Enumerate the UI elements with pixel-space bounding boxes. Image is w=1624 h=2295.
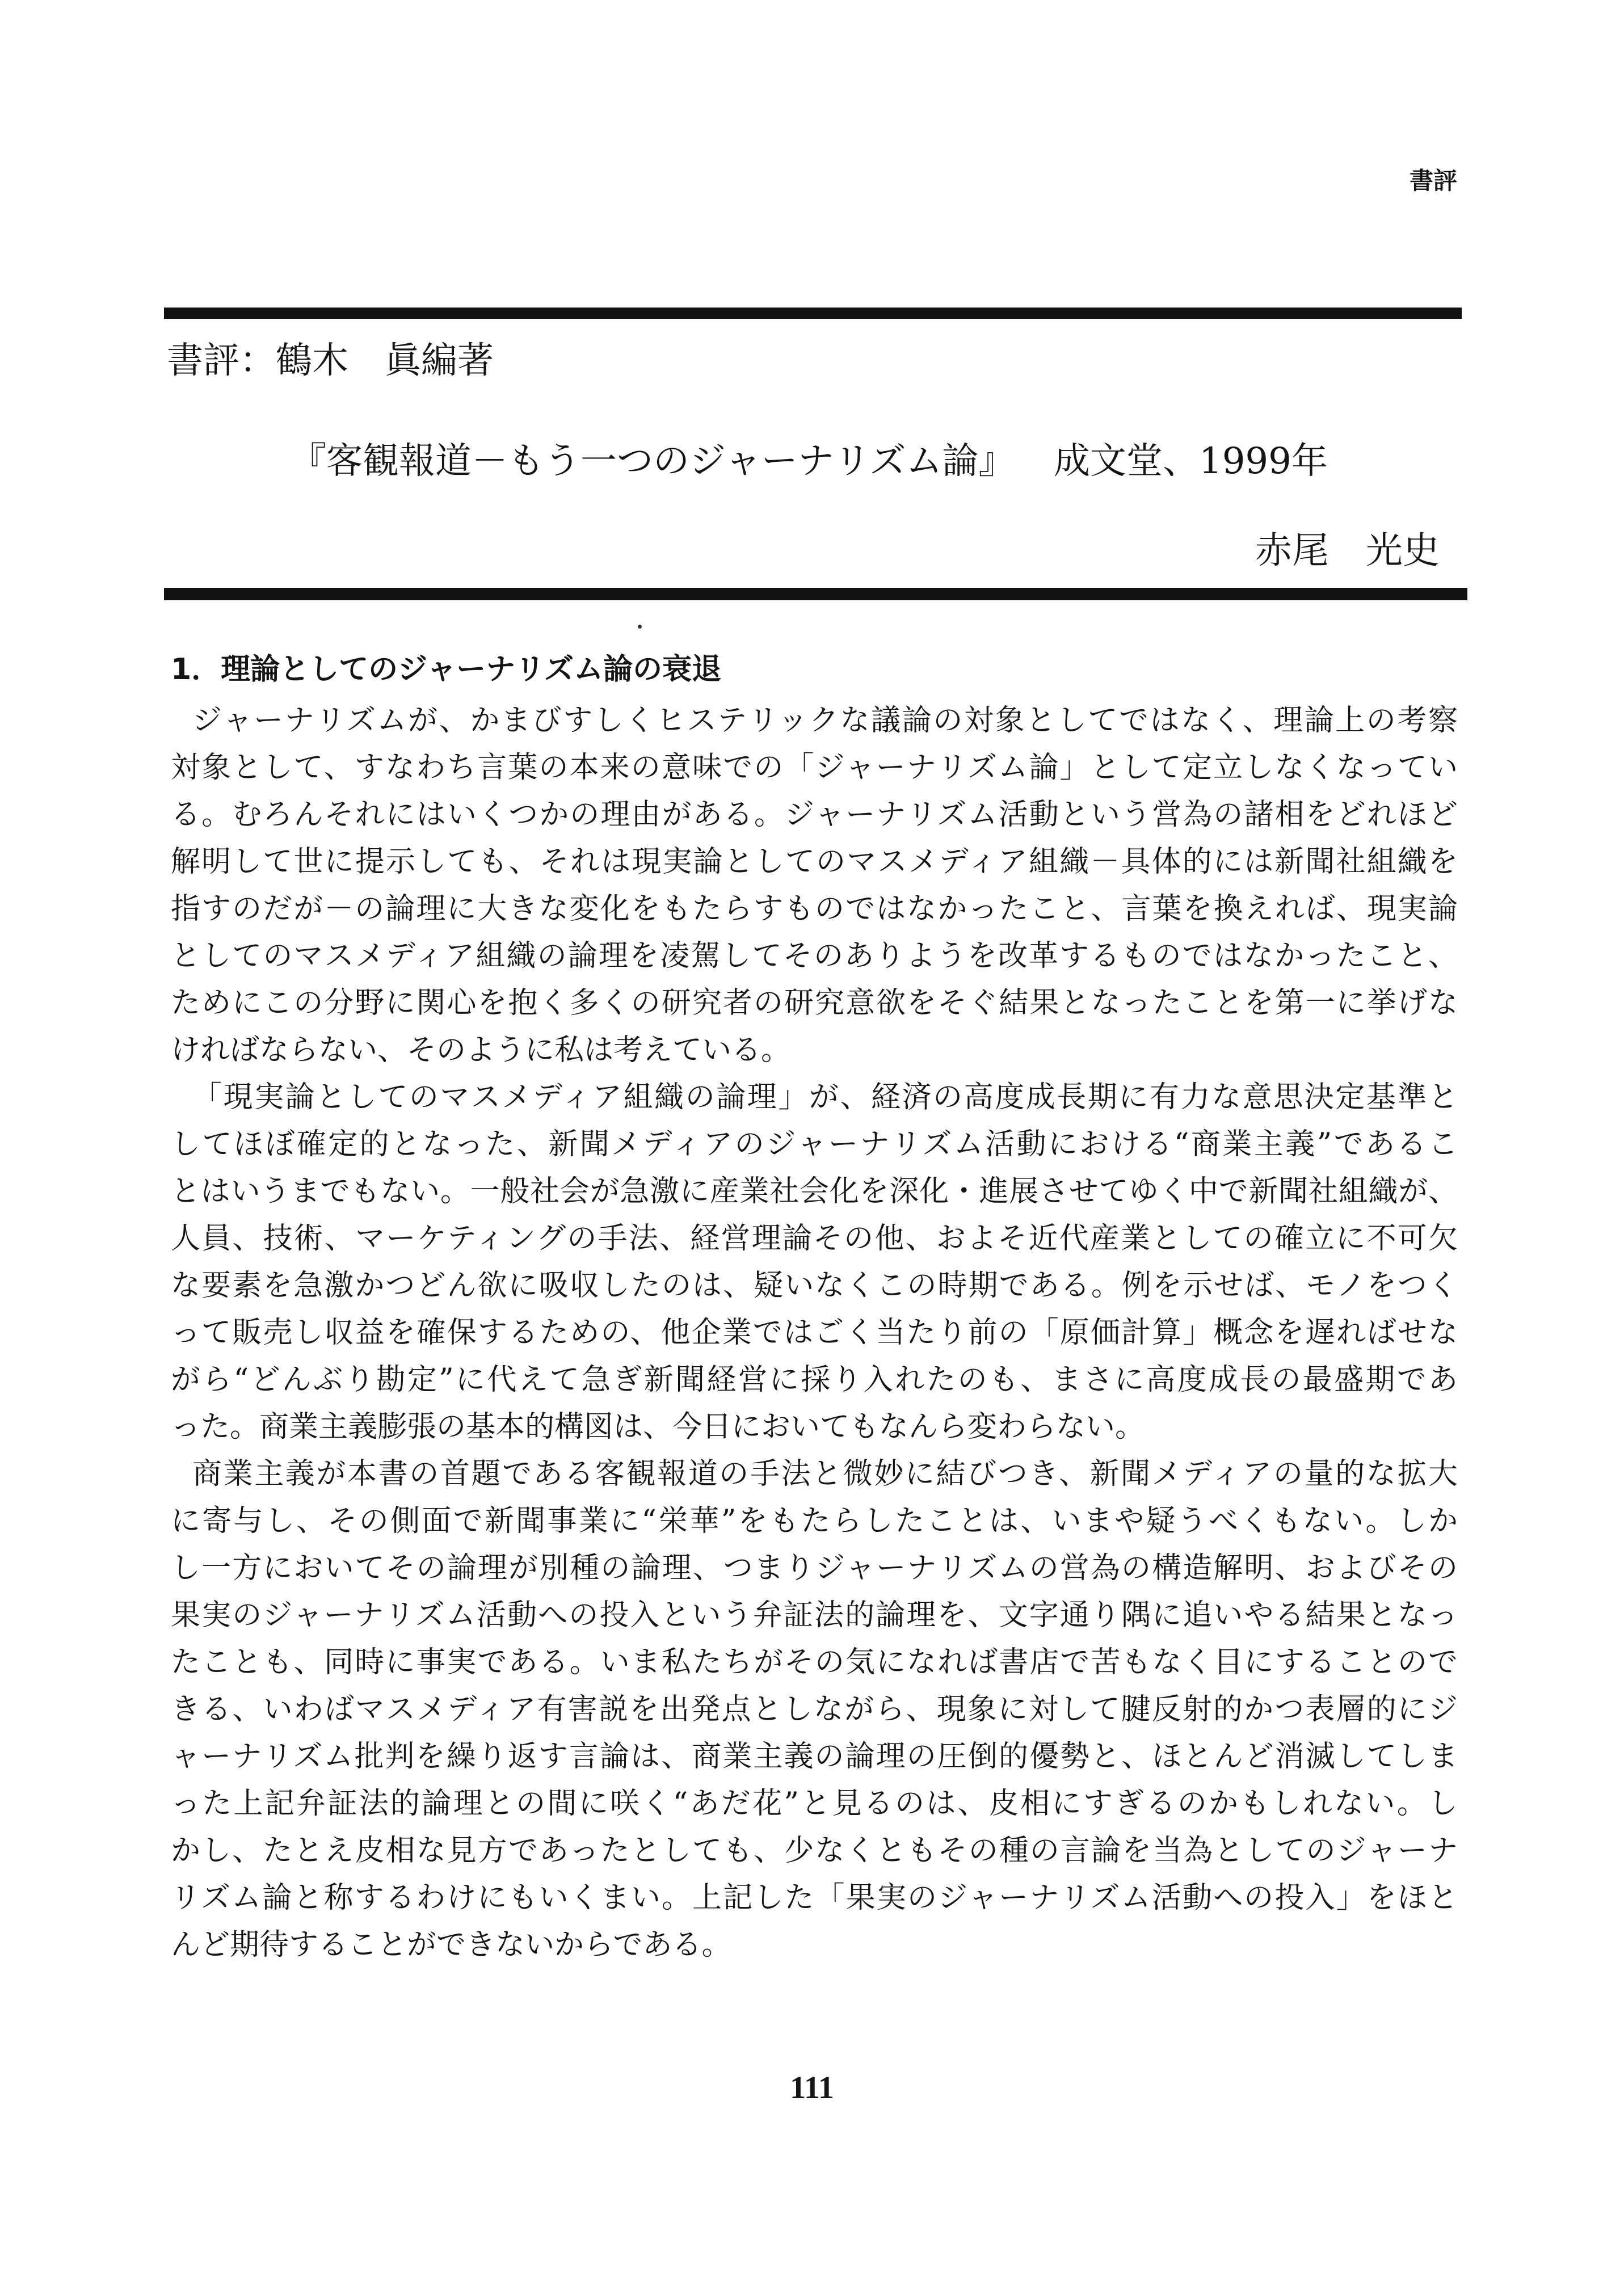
text-line: リズム論と称するわけにもいくまい。上記した「果実のジャーナリズム活動への投入」をほと — [171, 1881, 1458, 1915]
text-line: った。商業主義膨張の基本的構図は、今日においてもなんら変わらない。 — [171, 1410, 1145, 1444]
text-line: きる、いわばマスメディア有害説を出発点としながら、現象に対して腱反射的かつ表層的にジ — [171, 1692, 1458, 1726]
text-line: ジャーナリズムが、かまびすしくヒステリックな議論の対象としてではなく、理論上の考察 — [192, 704, 1458, 738]
text-line: 解明して世に提示しても、それは現実論としてのマスメディア組織－具体的には新聞社組織を — [171, 845, 1458, 879]
text-line: 指すのだが－の論理に大きな変化をもたらすものではなかったこと、言葉を換えれば、現実論 — [171, 892, 1458, 926]
text-line: してほぼ確定的となった、新聞メディアのジャーナリズム活動における“商業主義”であるこ — [171, 1127, 1458, 1161]
text-line: って販売し収益を確保するための、他企業ではごく当たり前の「原価計算」概念を遅ればせな — [171, 1316, 1458, 1350]
text-line: し一方においてその論理が別種の論理、つまりジャーナリズムの営為の構造解明、およびその — [171, 1551, 1458, 1585]
book-title: 『客観報道－もう一つのジャーナリズム論』 — [290, 440, 1015, 482]
text-line: 対象として、すなわち言葉の本来の意味での「ジャーナリズム論」として定立しなくなってい — [171, 751, 1458, 785]
paragraph — [171, 1074, 1458, 1451]
text-line: った上記弁証法的論理との間に咲く“あだ花”と見るのは、皮相にすぎるのかもしれない。し — [171, 1787, 1458, 1821]
paragraph — [171, 697, 1458, 1074]
text-line: たことも、同時に事実である。いま私たちがその気になれば書店で苦もなく目にすることので — [171, 1645, 1458, 1679]
paragraph — [171, 1451, 1458, 1969]
running-header: 書評 — [1409, 167, 1457, 195]
scan-speck — [638, 625, 642, 629]
reviewer-name: 赤尾 光史 — [1255, 529, 1440, 572]
text-line: な要素を急激かつどん欲に吸収したのは、疑いなくこの時期である。例を示せば、モノをつく — [171, 1269, 1458, 1303]
text-line: とはいうまでもない。一般社会が急激に産業社会化を深化・進展させてゆく中で新聞社組織が、 — [171, 1174, 1458, 1208]
text-line: に寄与し、その側面で新聞事業に“栄華”をもたらしたことは、いまや疑うべくもない。しか — [171, 1504, 1458, 1538]
text-line: 人員、技術、マーケティングの手法、経営理論その他、およそ近代産業としての確立に不可欠 — [171, 1222, 1458, 1256]
section-heading: 1．理論としてのジャーナリズム論の衰退 — [171, 652, 722, 687]
text-line: がら“どんぶり勘定”に代えて急ぎ新聞経営に採り入れたのも、まさに高度成長の最盛期であ — [171, 1363, 1458, 1397]
text-line: ャーナリズム批判を繰り返す言論は、商業主義の論理の圧倒的優勢と、ほとんど消滅してしま — [171, 1740, 1458, 1774]
article-body — [171, 697, 1458, 1969]
header-rule-bottom — [164, 588, 1467, 600]
text-line: ためにこの分野に関心を抱く多くの研究者の研究意欲をそぐ結果となったことを第一に挙げな — [171, 986, 1458, 1020]
text-line: る。むろんそれにはいくつかの理由がある。ジャーナリズム活動という営為の諸相をどれほど — [171, 798, 1458, 832]
text-line: んど期待することができないからである。 — [171, 1928, 731, 1962]
text-line: ければならない、そのように私は考えている。 — [171, 1033, 791, 1067]
page-number: 111 — [790, 2070, 834, 2105]
review-title: 書評：鶴木 眞編著 — [167, 340, 494, 382]
text-line: 商業主義が本書の首題である客観報道の手法と微妙に結びつき、新聞メディアの量的な拡大 — [192, 1457, 1458, 1491]
header-rule-top — [164, 308, 1462, 319]
text-line: としてのマスメディア組織の論理を凌駕してそのありようを改革するものではなかったこと、 — [171, 939, 1458, 973]
text-line: かし、たとえ皮相な見方であったとしても、少なくともその種の言論を当為としてのジャーナ — [171, 1834, 1458, 1868]
text-line: 果実のジャーナリズム活動への投入という弁証法的論理を、文字通り隅に追いやる結果となっ — [171, 1598, 1458, 1632]
text-line: 「現実論としてのマスメディア組織の論理」が、経済の高度成長期に有力な意思決定基準と — [192, 1080, 1458, 1114]
publisher-info: 成文堂、1999年 — [1054, 440, 1328, 482]
